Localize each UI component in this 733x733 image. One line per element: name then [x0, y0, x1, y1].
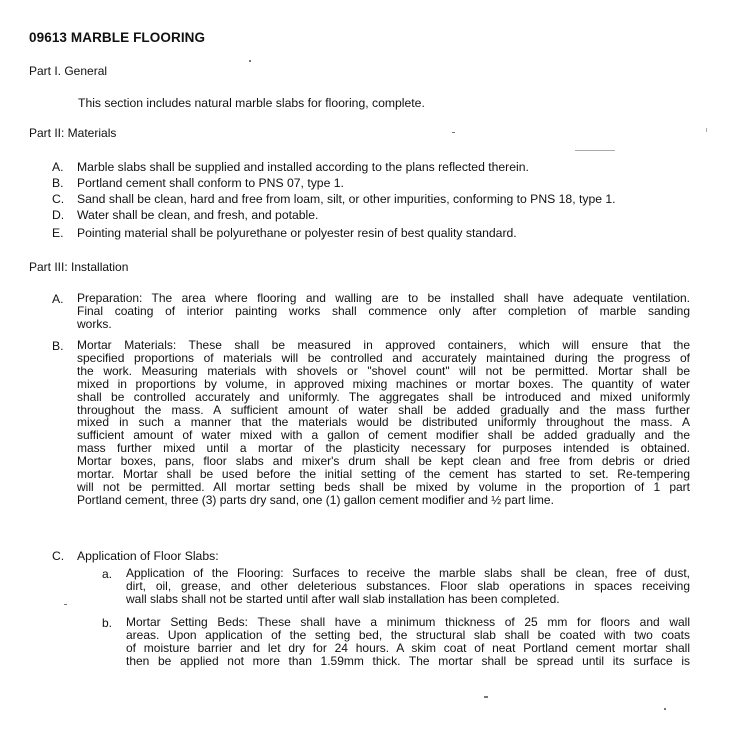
list-letter: B. [52, 339, 64, 353]
installation-item-c-heading: Application of Floor Slabs: [77, 549, 219, 563]
scan-speck [452, 132, 455, 133]
paragraph-line: the work. Measuring materials with shovels or "shovel count" will not be permitted. Mortar shall be [77, 363, 690, 378]
list-letter: B. [52, 176, 64, 190]
list-letter: D. [52, 208, 65, 222]
paragraph-line: Portland cement, three (3) parts dry sand, one (1) gallon cement modifier and ½ part lime. [77, 492, 554, 507]
paragraph-line: mortar. Mortar shall be used before the initial setting of the cement has started to set. Re-tempering [77, 467, 690, 482]
list-item: Portland cement shall conform to PNS 07, type 1. [77, 176, 344, 190]
list-item: Pointing material shall be polyurethane or polyester resin of best quality standard. [77, 226, 517, 240]
scan-speck [484, 696, 488, 698]
part1-heading: Part I. General [29, 64, 108, 78]
list-letter: C. [52, 192, 65, 206]
paragraph-line: areas. Upon application of the setting bed, the structural slab shall be coated with two coats [126, 627, 690, 642]
paragraph-line: mass further mixed until a mortar of the plasticity necessary for purposes intended is obtained. [77, 441, 690, 456]
installation-subitem-a [126, 567, 690, 606]
paragraph-line: Application of the Flooring: Surfaces to receive the marble slabs shall be clean, free of dust, [126, 566, 690, 580]
scan-speck [664, 708, 666, 710]
part1-text: This section includes natural marble slabs for flooring, complete. [78, 96, 425, 110]
paragraph-line: mixed in proportions by volume, in approved mixing machines or mortar boxes. The quantity of water [77, 376, 690, 391]
installation-item-b [77, 339, 690, 507]
installation-subitem-b [126, 616, 690, 668]
list-item: Sand shall be clean, hard and free from loam, silt, or other impurities, conforming to PNS 18, type 1. [77, 192, 616, 206]
paragraph-line: wall slabs shall not be started until after wall slab installation has been completed. [126, 591, 560, 606]
paragraph-line: dirt, oil, grease, and other deleterious substances. Floor slab operations in spaces receiving [126, 578, 690, 593]
paragraph-line: sufficient amount of water mixed with a gallon of cement modifier shall be added gradually and the [77, 428, 690, 443]
paragraph-line: of moisture barrier and let dry for 24 hours. A skim coat of neat Portland cement mortar shall [126, 640, 690, 655]
sub-letter: b. [102, 616, 113, 630]
list-letter: A. [52, 292, 64, 306]
paragraph-line: shall be controlled accurately and uniformly. The aggregates shall be introduced and mixed uniformly [77, 389, 690, 404]
part2-heading: Part II: Materials [29, 126, 117, 140]
paragraph-line: throughout the mass. A sufficient amount of water shall be added gradually and the mass further [77, 402, 690, 417]
list-letter: A. [52, 160, 64, 174]
paragraph-line: works. [77, 316, 112, 331]
scan-speck [706, 128, 707, 132]
scan-speck [64, 604, 67, 605]
paragraph-line: will not be permitted. All mortar setting beds shall be mixed by volume in the proportion of 1 part [77, 479, 690, 494]
paragraph-line: Mortar boxes, pans, floor slabs and mixer's drum shall be kept clean and free from debris or dried [77, 454, 690, 469]
paragraph-line: specified proportions of materials will be controlled and accurately maintained during the progress of [77, 350, 690, 365]
paragraph-line: Mortar Materials: These shall be measured in approved containers, which will ensure that the [77, 338, 690, 352]
paragraph-line: Mortar Setting Beds: These shall have a minimum thickness of 25 mm for floors and wall [126, 615, 690, 629]
paragraph-line: Final coating of interior painting works shall commence only after completion of marble sanding [77, 303, 690, 318]
document-title: 09613 MARBLE FLOORING [29, 30, 206, 45]
scan-speck [249, 60, 251, 62]
paragraph-line: then be applied not more than 1.59mm thick. The mortar shall be spread until its surface is [126, 653, 690, 668]
sub-letter: a. [102, 567, 113, 581]
paragraph-line: Preparation: The area where flooring and walling are to be installed shall have adequate ventilation. [77, 291, 690, 305]
list-item: Marble slabs shall be supplied and installed according to the plans reflected therein. [77, 160, 529, 174]
part3-heading: Part III: Installation [29, 260, 129, 274]
list-item: Water shall be clean, and fresh, and potable. [77, 208, 319, 222]
list-letter: C. [52, 549, 65, 563]
list-letter: E. [52, 226, 64, 240]
paragraph-line: mixed in such a manner that the materials would be distributed uniformly throughout the mass. A [77, 415, 690, 430]
scan-speck [575, 150, 615, 151]
installation-item-a [77, 292, 690, 331]
